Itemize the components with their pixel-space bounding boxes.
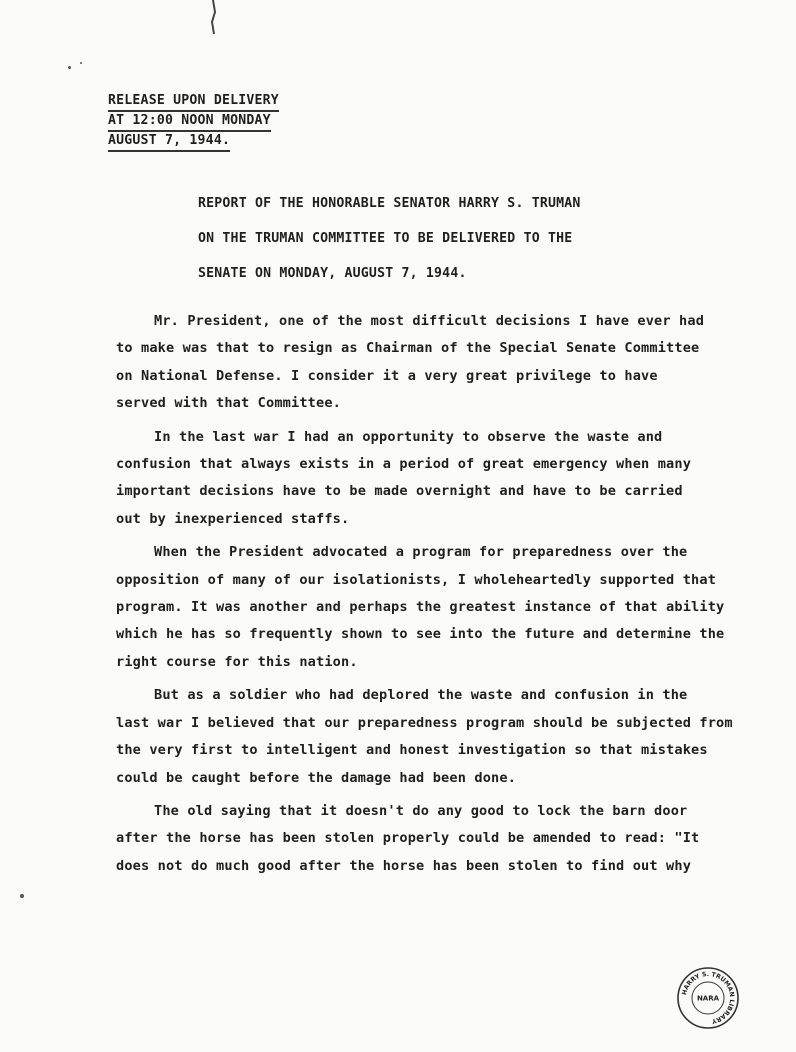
- paragraph: [116, 682, 733, 792]
- text-line: which he has so frequently shown to see into the future and determine the: [116, 626, 725, 643]
- paper-speck: [20, 894, 24, 898]
- text-line: When the President advocated a program for preparedness over the: [154, 544, 688, 561]
- text-line: served with that Committee.: [116, 395, 342, 412]
- text-line: the very first to intelligent and honest investigation so that mistakes: [116, 742, 708, 759]
- paragraph: [116, 308, 706, 418]
- stamp-ring-text: HARRY S. TRUMAN LIBRARY: [681, 970, 736, 1025]
- text-line: The old saying that it doesn't do any good to lock the barn door: [154, 802, 688, 819]
- text-line: confusion that always exists in a period of great emergency when many: [116, 456, 692, 473]
- text-line: Mr. President, one of the most difficult decisions I have ever had: [154, 313, 705, 329]
- stamp-center-text: NARA: [696, 994, 720, 1003]
- text-line: out by inexperienced staffs.: [116, 510, 350, 527]
- paragraph: [116, 424, 706, 534]
- paper-speck: [68, 66, 71, 69]
- release-line-1: RELEASE UPON DELIVERY: [108, 92, 279, 112]
- text-line: could be caught before the damage had been done.: [116, 769, 517, 786]
- paragraph: [116, 798, 706, 880]
- text-line: on National Defense. I consider it a very great privilege to have: [116, 367, 658, 384]
- title-line-1: REPORT OF THE HONORABLE SENATOR HARRY S. TRUMAN: [198, 196, 581, 211]
- text-line: But as a soldier who had deplored the waste and confusion in the: [154, 687, 688, 704]
- text-line: does not do much good after the horse has been stolen to find out why: [116, 857, 692, 874]
- text-line: opposition of many of our isolationists, I wholeheartedly supported that: [116, 571, 717, 588]
- title-line-3: SENATE ON MONDAY, AUGUST 7, 1944.: [198, 266, 467, 281]
- release-line-3: AUGUST 7, 1944.: [108, 132, 230, 152]
- text-line: important decisions have to be made overnight and have to be carried: [116, 483, 683, 500]
- release-line-2: AT 12:00 NOON MONDAY: [108, 112, 271, 132]
- library-stamp-icon: [676, 966, 740, 1030]
- paper-mark-icon: [206, 0, 220, 40]
- report-title: [198, 186, 618, 291]
- text-line: right course for this nation.: [116, 653, 358, 670]
- text-line: to make was that to resign as Chairman of the Special Senate Committee: [116, 340, 700, 357]
- text-line: after the horse has been stolen properly could be amended to read: "It: [116, 830, 700, 847]
- title-line-2: ON THE TRUMAN COMMITTEE TO BE DELIVERED TO THE: [198, 231, 573, 246]
- paper-speck: [80, 62, 82, 64]
- report-body: [116, 308, 733, 886]
- text-line: In the last war I had an opportunity to observe the waste and: [154, 428, 663, 445]
- release-notice: [108, 92, 279, 152]
- paragraph: [116, 539, 725, 676]
- text-line: program. It was another and perhaps the greatest instance of that ability: [116, 599, 725, 616]
- text-line: last war I believed that our preparedness program should be subjected from: [116, 714, 733, 731]
